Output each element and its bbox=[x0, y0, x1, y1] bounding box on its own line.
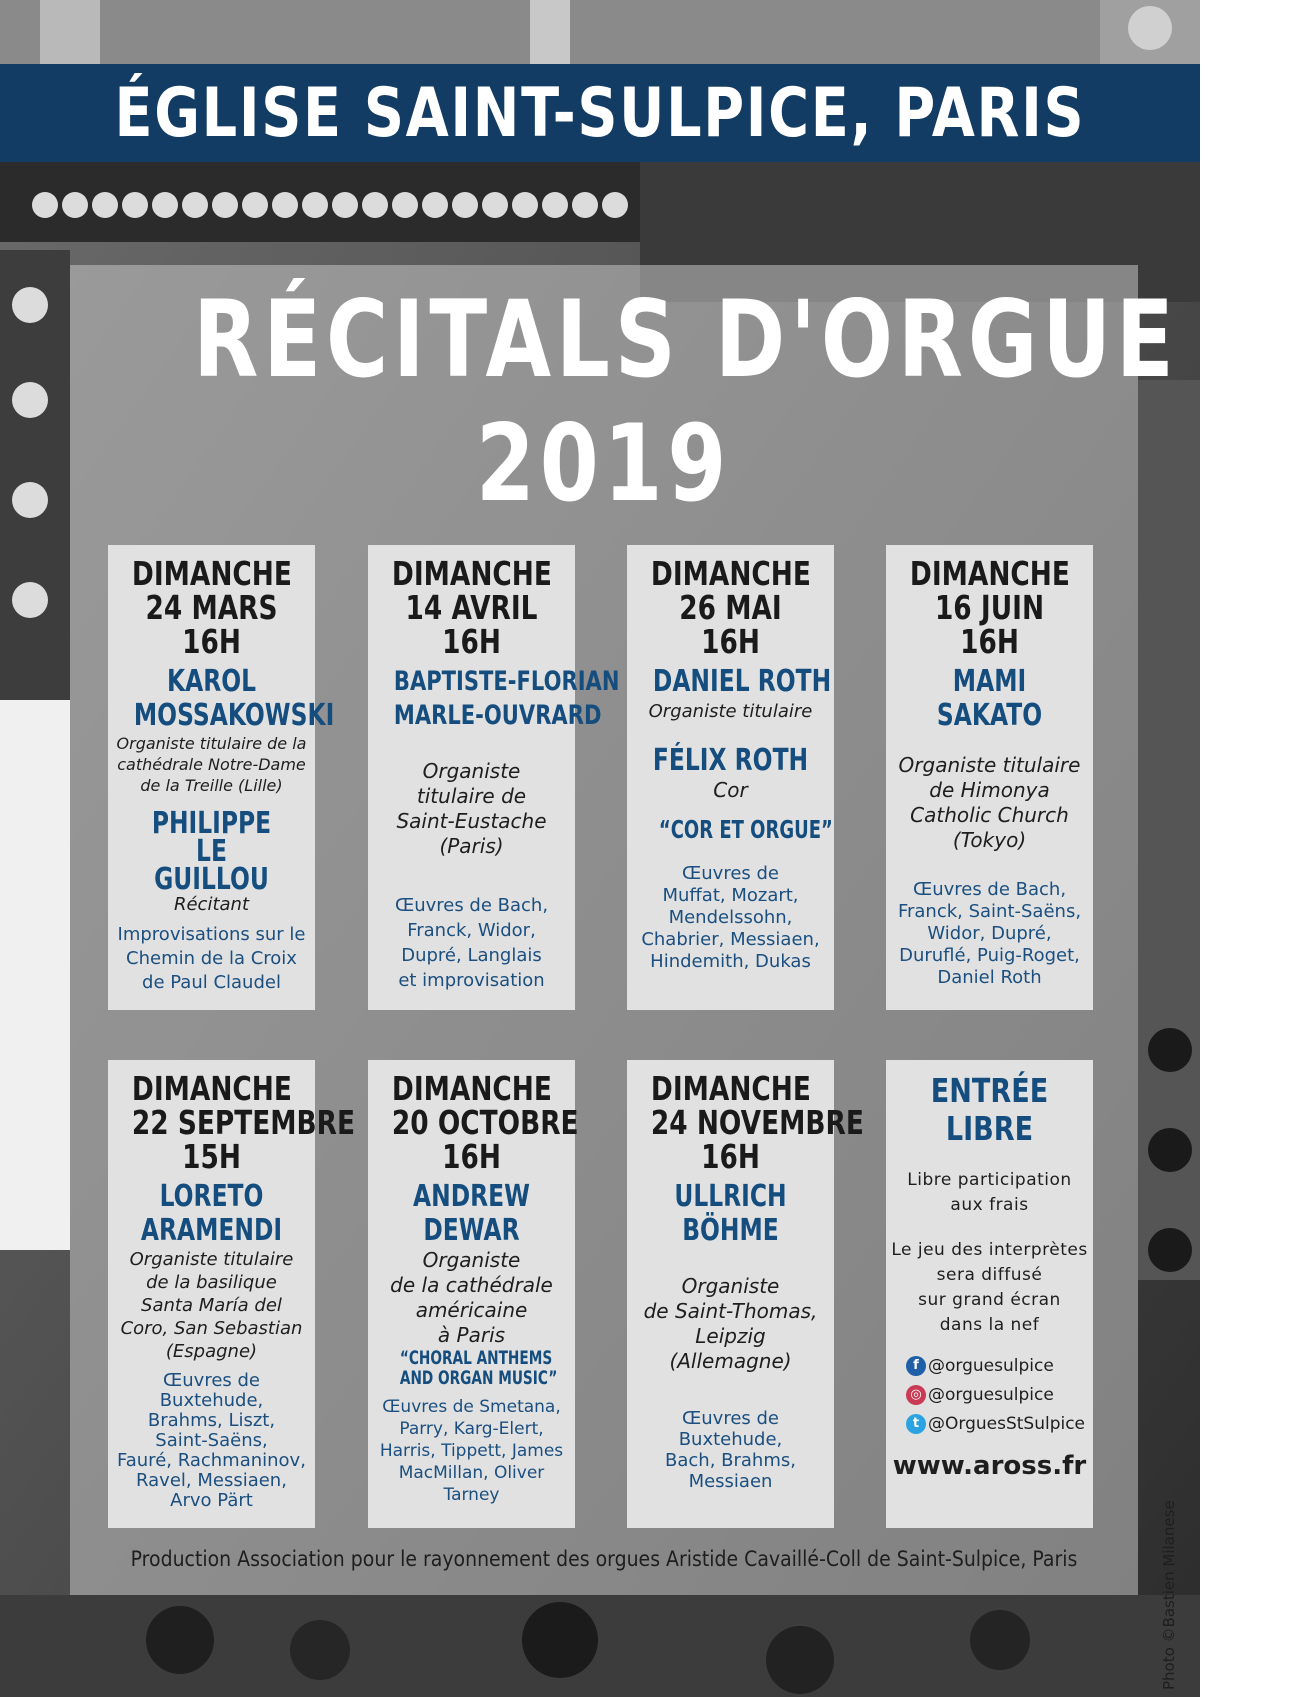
facebook-link[interactable]: f @orguesulpice bbox=[906, 1352, 1089, 1381]
stop-knob bbox=[182, 192, 208, 218]
performer-name: MAMI SAKATO bbox=[936, 664, 1043, 733]
program-title: “CHORAL ANTHEMS AND ORGAN MUSIC” bbox=[399, 1347, 558, 1389]
stop-knob bbox=[452, 192, 478, 218]
free-entry-heading: ENTRÉE LIBRE bbox=[930, 1071, 1049, 1148]
performer-role: Organiste titulaire de Saint-Eustache (Paris) bbox=[396, 759, 547, 858]
performer-role: Récitant bbox=[173, 894, 250, 915]
twitter-icon: t bbox=[906, 1414, 926, 1434]
social-links bbox=[890, 1352, 1089, 1439]
instagram-link[interactable]: ◎ @orguesulpice bbox=[906, 1381, 1089, 1410]
concert-card-april bbox=[368, 545, 620, 1010]
twitter-link[interactable]: t @OrguesStSulpice bbox=[906, 1410, 1089, 1439]
stop-knob bbox=[92, 192, 118, 218]
performer-role: Cor bbox=[713, 778, 748, 802]
stop-knob bbox=[302, 192, 328, 218]
stop-knob bbox=[212, 192, 238, 218]
performer-role: Organiste titulaire de Himonya Catholic Church (Tokyo) bbox=[898, 753, 1081, 852]
stop-knob bbox=[122, 192, 148, 218]
participation-note: Libre participation aux frais bbox=[907, 1170, 1072, 1215]
facebook-icon: f bbox=[906, 1356, 926, 1376]
photo-credit: Photo ©Bastien Milanese bbox=[1160, 1500, 1178, 1690]
stop-knob bbox=[482, 192, 508, 218]
instagram-icon: ◎ bbox=[906, 1385, 926, 1405]
stop-knob bbox=[152, 192, 178, 218]
concert-card-march bbox=[108, 545, 335, 1010]
concert-card-october bbox=[368, 1060, 579, 1528]
concert-card-june bbox=[886, 545, 1093, 1010]
stop-knob bbox=[242, 192, 268, 218]
concert-card-september bbox=[108, 1060, 356, 1528]
concert-date: DIMANCHE 16 JUIN 16H bbox=[909, 554, 1070, 661]
program-title: “COR ET ORGUE” bbox=[658, 815, 833, 844]
screen-note: Le jeu des interprètes sera diffusé sur grand écran dans la nef bbox=[891, 1240, 1088, 1335]
concert-date: DIMANCHE 22 SEPTEMBRE 15H bbox=[131, 1069, 356, 1176]
performer-name: LORETO ARAMENDI bbox=[140, 1179, 283, 1248]
program-works: Œuvres de Bach, Franck, Saint-Saëns, Widor, Dupré, Duruflé, Puig-Roget, Daniel Roth bbox=[897, 879, 1082, 988]
stop-knob bbox=[362, 192, 388, 218]
performer-role: Organiste titulaire de la basilique Santa María del Coro, San Sebastian (Espagne) bbox=[120, 1249, 303, 1362]
stop-knob bbox=[332, 192, 358, 218]
program-works: Œuvres de Smetana, Parry, Karg-Elert, Harris, Tippett, James MacMillan, Oliver Tarney bbox=[379, 1397, 564, 1505]
info-card bbox=[886, 1060, 1093, 1528]
performer-name: DANIEL ROTH bbox=[652, 664, 832, 699]
performer-name: ANDREW DEWAR bbox=[413, 1179, 530, 1248]
concert-card-may bbox=[627, 545, 834, 1010]
program-works: Œuvres de Buxtehude, Bach, Brahms, Messiaen bbox=[665, 1408, 796, 1492]
performer-name: PHILIPPE LE GUILLOU bbox=[151, 806, 272, 897]
stop-knob bbox=[392, 192, 418, 218]
church-name: ÉGLISE SAINT-SULPICE, PARIS bbox=[114, 73, 1086, 153]
church-banner bbox=[0, 64, 1200, 162]
program-works: Improvisations sur le Chemin de la Croix de Paul Claudel bbox=[117, 924, 306, 993]
stop-knob bbox=[572, 192, 598, 218]
performer-name: KAROL MOSSAKOWSKI bbox=[133, 664, 335, 733]
concert-date: DIMANCHE 24 NOVEMBRE 16H bbox=[650, 1069, 864, 1176]
stop-knob bbox=[272, 192, 298, 218]
performer-role: Organiste titulaire de la cathédrale Notre-Dame de la Treille (Lille) bbox=[116, 734, 307, 795]
program-works: Œuvres de Muffat, Mozart, Mendelssohn, Chabrier, Messiaen, Hindemith, Dukas bbox=[641, 863, 820, 972]
concert-date: DIMANCHE 20 OCTOBRE 16H bbox=[391, 1069, 579, 1176]
concert-date: DIMANCHE 26 MAI 16H bbox=[650, 554, 811, 661]
performer-role: Organiste de Saint-Thomas, Leipzig (Allemagne) bbox=[643, 1274, 818, 1373]
poster-year: 2019 bbox=[476, 402, 732, 525]
concert-card-november bbox=[627, 1060, 864, 1528]
performer-name: FÉLIX ROTH bbox=[652, 743, 809, 778]
performer-role: Organiste de la cathédrale américaine à Paris bbox=[390, 1248, 553, 1347]
stop-knob bbox=[32, 192, 58, 218]
website-link[interactable]: www.aross.fr bbox=[892, 1451, 1087, 1481]
poster-title: RÉCITALS D'ORGUE bbox=[193, 278, 1179, 401]
stop-knob bbox=[62, 192, 88, 218]
production-credit: Production Association pour le rayonnement des orgues Aristide Cavaillé-Coll de Saint-Sulpice, Paris bbox=[130, 1547, 1078, 1571]
program-works: Œuvres de Bach, Franck, Widor, Dupré, Langlais et improvisation bbox=[394, 895, 549, 991]
concert-date: DIMANCHE 24 MARS 16H bbox=[131, 554, 292, 661]
performer-name: ULLRICH BÖHME bbox=[674, 1179, 787, 1248]
stop-knob bbox=[422, 192, 448, 218]
stop-knob bbox=[602, 192, 628, 218]
stop-knob bbox=[542, 192, 568, 218]
concert-date: DIMANCHE 14 AVRIL 16H bbox=[391, 554, 552, 661]
stop-knob bbox=[512, 192, 538, 218]
program-works: Œuvres de Buxtehude, Brahms, Liszt, Saint-Saëns, Fauré, Rachmaninov, Ravel, Messiaen, Arvo Pärt bbox=[117, 1370, 306, 1511]
performer-name: BAPTISTE-FLORIAN MARLE-OUVRARD bbox=[393, 666, 620, 731]
performer-role: Organiste titulaire bbox=[648, 701, 813, 722]
